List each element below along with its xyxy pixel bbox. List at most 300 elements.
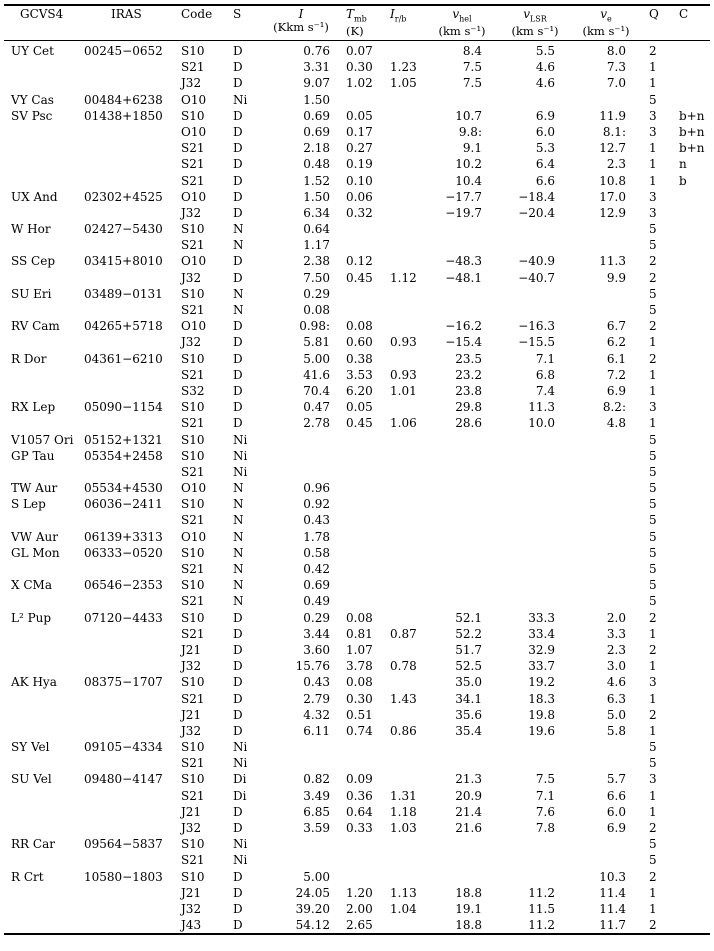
- quality-cell: 1: [649, 804, 657, 819]
- vlsr-cell: −15.5: [518, 335, 555, 350]
- tmb-cell: 3.78: [346, 659, 373, 674]
- header-star: GCVS4: [20, 7, 64, 21]
- header-vhel-subscript: hel: [459, 14, 472, 24]
- iras-cell: 09480−4147: [84, 772, 163, 787]
- code-cell: S10: [181, 222, 205, 237]
- tmb-cell: 0.19: [346, 157, 373, 172]
- intensity-cell: 5.00: [303, 869, 330, 884]
- table-row: [4, 237, 710, 253]
- quality-cell: 5: [649, 464, 657, 479]
- intensity-cell: 39.20: [295, 901, 330, 916]
- vlsr-cell: −40.7: [518, 270, 555, 285]
- comment-cell: b: [679, 173, 687, 188]
- ve-cell: 10.3: [599, 869, 626, 884]
- star-cell: S Lep: [11, 497, 46, 512]
- irb-cell: 0.87: [390, 626, 417, 641]
- ve-cell: 2.3: [606, 642, 626, 657]
- intensity-cell: 3.59: [303, 821, 330, 835]
- vhel-cell: 35.6: [455, 707, 482, 722]
- code-cell: J32: [181, 659, 202, 674]
- table-row: [4, 464, 710, 480]
- tmb-cell: 0.33: [346, 821, 373, 835]
- s-cell: D: [233, 626, 243, 641]
- code-cell: O10: [181, 254, 207, 269]
- s-cell: N: [233, 594, 244, 609]
- table-row: [4, 691, 710, 707]
- vhel-cell: 21.3: [455, 772, 482, 787]
- iras-cell: 01438+1850: [84, 108, 163, 123]
- code-cell: O10: [181, 529, 207, 544]
- table-row: [4, 658, 710, 674]
- code-cell: S21: [181, 173, 205, 188]
- header-i-unit: (Kkm s⁻¹): [273, 20, 329, 34]
- vhel-cell: 9.1: [462, 141, 482, 156]
- irb-cell: 0.86: [390, 723, 417, 738]
- quality-cell: 1: [649, 141, 657, 156]
- code-cell: O10: [181, 124, 207, 139]
- star-cell: SV Psc: [11, 108, 53, 123]
- quality-cell: 1: [649, 60, 657, 75]
- code-cell: S10: [181, 497, 205, 512]
- ve-cell: 6.0: [606, 804, 626, 819]
- s-cell: D: [233, 707, 243, 722]
- star-cell: V1057 Ori: [11, 432, 74, 447]
- code-cell: S10: [181, 545, 205, 560]
- star-cell: SU Eri: [11, 286, 52, 301]
- vhel-cell: 21.6: [455, 821, 482, 835]
- table-row: [4, 561, 710, 577]
- irb-cell: 1.13: [390, 885, 417, 900]
- table-row: [4, 108, 710, 124]
- ve-cell: 11.4: [599, 885, 626, 900]
- intensity-cell: 0.43: [303, 675, 330, 690]
- code-cell: S10: [181, 44, 205, 58]
- table-row: [4, 221, 710, 237]
- table-row: [4, 173, 710, 189]
- iras-cell: 02427−5430: [84, 222, 163, 237]
- quality-cell: 1: [649, 335, 657, 350]
- quality-cell: 5: [649, 513, 657, 528]
- table-row: [4, 156, 710, 172]
- vhel-cell: 20.9: [455, 788, 482, 803]
- quality-cell: 5: [649, 286, 657, 301]
- quality-cell: 5: [649, 238, 657, 253]
- vlsr-cell: 33.4: [528, 626, 555, 641]
- intensity-cell: 0.76: [303, 44, 330, 58]
- table-header: [4, 6, 710, 40]
- s-cell: D: [233, 254, 243, 269]
- code-cell: S10: [181, 286, 205, 301]
- intensity-cell: 0.96: [303, 481, 330, 496]
- s-cell: D: [233, 189, 243, 204]
- table-row: [4, 788, 710, 804]
- tmb-cell: 0.64: [346, 804, 373, 819]
- table-row: [4, 804, 710, 820]
- table-row: [4, 415, 710, 431]
- intensity-cell: 0.92: [303, 497, 330, 512]
- ve-cell: 7.3: [606, 60, 626, 75]
- header-ve: [575, 8, 637, 38]
- vlsr-cell: 33.3: [528, 610, 555, 625]
- code-cell: S21: [181, 464, 205, 479]
- ve-cell: 6.6: [606, 788, 626, 803]
- code-cell: O10: [181, 92, 207, 107]
- tmb-cell: 1.02: [346, 76, 373, 91]
- code-cell: O10: [181, 189, 207, 204]
- vlsr-cell: 6.4: [535, 157, 555, 172]
- s-cell: D: [233, 804, 243, 819]
- header-c: C: [679, 7, 689, 21]
- tmb-cell: 0.45: [346, 270, 373, 285]
- comment-cell: b+n: [679, 108, 705, 123]
- table-row: [4, 626, 710, 642]
- quality-cell: 2: [649, 707, 657, 722]
- intensity-cell: 0.42: [303, 562, 330, 576]
- irb-cell: 1.05: [390, 76, 417, 91]
- tmb-cell: 0.60: [346, 335, 373, 350]
- vhel-cell: −17.7: [445, 189, 482, 204]
- ve-cell: 2.0: [606, 610, 626, 625]
- header-vlsr-symbol: v: [523, 7, 530, 21]
- vhel-cell: 35.0: [455, 675, 482, 690]
- table-row: [4, 351, 710, 367]
- s-cell: D: [233, 124, 243, 139]
- header-irb: [390, 8, 406, 25]
- star-cell: SU Vel: [11, 772, 52, 787]
- code-cell: J21: [181, 885, 202, 900]
- table-row: [4, 448, 710, 464]
- table-row: [4, 917, 710, 933]
- quality-cell: 1: [649, 173, 657, 188]
- s-cell: Di: [233, 788, 247, 803]
- vlsr-cell: 5.5: [535, 44, 555, 58]
- table-row: [4, 610, 710, 626]
- intensity-cell: 5.00: [303, 351, 330, 366]
- irb-cell: 0.78: [390, 659, 417, 674]
- s-cell: D: [233, 821, 243, 835]
- irb-cell: 1.12: [390, 270, 417, 285]
- quality-cell: 5: [649, 222, 657, 237]
- header-tmb-symbol: T: [346, 7, 355, 21]
- code-cell: J32: [181, 76, 202, 91]
- star-cell: SS Cep: [11, 254, 56, 269]
- quality-cell: 2: [649, 351, 657, 366]
- intensity-cell: 41.6: [303, 367, 330, 382]
- intensity-cell: 24.05: [295, 885, 330, 900]
- ve-cell: 11.9: [599, 108, 626, 123]
- header-irb-subscript: r/b: [394, 14, 407, 24]
- s-cell: D: [233, 383, 243, 398]
- irb-cell: 1.01: [390, 383, 417, 398]
- table-row: [4, 707, 710, 723]
- s-cell: N: [233, 529, 244, 544]
- code-cell: J21: [181, 804, 202, 819]
- code-cell: J32: [181, 270, 202, 285]
- tmb-cell: 2.65: [346, 918, 373, 933]
- intensity-cell: 0.43: [303, 513, 330, 528]
- star-cell: R Dor: [11, 351, 47, 366]
- tmb-cell: 1.20: [346, 885, 373, 900]
- ve-cell: 17.0: [599, 189, 626, 204]
- quality-cell: 2: [649, 821, 657, 835]
- table-row: [4, 59, 710, 75]
- vhel-cell: −48.1: [445, 270, 482, 285]
- table-row: [4, 302, 710, 318]
- ve-cell: 4.6: [606, 675, 626, 690]
- vhel-cell: 28.6: [455, 416, 482, 431]
- vlsr-cell: 7.4: [535, 383, 555, 398]
- code-cell: S21: [181, 562, 205, 576]
- s-cell: D: [233, 108, 243, 123]
- intensity-cell: 0.69: [303, 108, 330, 123]
- quality-cell: 2: [649, 254, 657, 269]
- quality-cell: 5: [649, 432, 657, 447]
- vlsr-cell: 11.5: [528, 901, 555, 916]
- tmb-cell: 0.05: [346, 108, 373, 123]
- ve-cell: 6.9: [606, 821, 626, 835]
- code-cell: J21: [181, 642, 202, 657]
- iras-cell: 00245−0652: [84, 44, 163, 58]
- iras-cell: 06546−2353: [84, 578, 163, 593]
- star-cell: VY Cas: [11, 92, 54, 107]
- code-cell: J32: [181, 901, 202, 916]
- table-row: [4, 885, 710, 901]
- intensity-cell: 0.69: [303, 124, 330, 139]
- quality-cell: 3: [649, 400, 657, 415]
- s-cell: N: [233, 497, 244, 512]
- s-cell: N: [233, 545, 244, 560]
- intensity-cell: 2.18: [303, 141, 330, 156]
- iras-cell: 05534+4530: [84, 481, 163, 496]
- s-cell: N: [233, 238, 244, 253]
- quality-cell: 2: [649, 642, 657, 657]
- table-row: [4, 852, 710, 868]
- ve-cell: 11.4: [599, 901, 626, 916]
- vlsr-cell: −20.4: [518, 205, 555, 220]
- vlsr-cell: 11.2: [528, 885, 555, 900]
- s-cell: D: [233, 642, 243, 657]
- vhel-cell: 18.8: [455, 885, 482, 900]
- tmb-cell: 0.81: [346, 626, 373, 641]
- code-cell: O10: [181, 481, 207, 496]
- table-row: [4, 820, 710, 836]
- tmb-cell: 0.38: [346, 351, 373, 366]
- intensity-cell: 1.17: [303, 238, 330, 253]
- vlsr-cell: 7.1: [535, 351, 555, 366]
- intensity-cell: 5.81: [303, 335, 330, 350]
- quality-cell: 1: [649, 383, 657, 398]
- header-iras: IRAS: [111, 7, 142, 21]
- intensity-cell: 1.50: [303, 92, 330, 107]
- code-cell: S21: [181, 691, 205, 706]
- s-cell: N: [233, 578, 244, 593]
- star-cell: RV Cam: [11, 319, 60, 334]
- intensity-cell: 54.12: [295, 918, 330, 933]
- vhel-cell: 9.8:: [458, 124, 482, 139]
- ve-cell: 6.3: [606, 691, 626, 706]
- intensity-cell: 3.31: [303, 60, 330, 75]
- quality-cell: 1: [649, 157, 657, 172]
- code-cell: S21: [181, 626, 205, 641]
- code-cell: O10: [181, 319, 207, 334]
- code-cell: S10: [181, 772, 205, 787]
- ve-cell: 8.0: [606, 44, 626, 58]
- s-cell: Ni: [233, 740, 248, 755]
- table-row: [4, 739, 710, 755]
- ve-cell: 6.2: [606, 335, 626, 350]
- quality-cell: 5: [649, 303, 657, 317]
- irb-cell: 1.04: [390, 901, 417, 916]
- quality-cell: 5: [649, 497, 657, 512]
- ve-cell: 10.8: [599, 173, 626, 188]
- intensity-cell: 6.11: [303, 723, 330, 738]
- table-row: [4, 577, 710, 593]
- ve-cell: 7.0: [606, 76, 626, 91]
- tmb-cell: 3.53: [346, 367, 373, 382]
- vlsr-cell: 7.8: [535, 821, 555, 835]
- header-tmb: [346, 8, 380, 38]
- vlsr-cell: 4.6: [535, 76, 555, 91]
- code-cell: J21: [181, 707, 202, 722]
- table-row: [4, 334, 710, 350]
- code-cell: S32: [181, 383, 205, 398]
- quality-cell: 5: [649, 562, 657, 576]
- s-cell: D: [233, 157, 243, 172]
- ve-cell: 3.3: [606, 626, 626, 641]
- s-cell: D: [233, 270, 243, 285]
- vhel-cell: 35.4: [455, 723, 482, 738]
- tmb-cell: 6.20: [346, 383, 373, 398]
- vlsr-cell: 19.6: [528, 723, 555, 738]
- tmb-cell: 0.08: [346, 319, 373, 334]
- quality-cell: 5: [649, 92, 657, 107]
- ve-cell: 8.2:: [602, 400, 626, 415]
- tmb-cell: 0.07: [346, 44, 373, 58]
- table-row: [4, 43, 710, 59]
- table-row: [4, 92, 710, 108]
- code-cell: S21: [181, 853, 205, 868]
- vlsr-cell: 5.3: [535, 141, 555, 156]
- irb-cell: 1.43: [390, 691, 417, 706]
- iras-cell: 09564−5837: [84, 837, 163, 852]
- tmb-cell: 0.17: [346, 124, 373, 139]
- vlsr-cell: −16.3: [518, 319, 555, 334]
- code-cell: S10: [181, 578, 205, 593]
- intensity-cell: 2.79: [303, 691, 330, 706]
- s-cell: N: [233, 222, 244, 237]
- ve-cell: 6.9: [606, 383, 626, 398]
- intensity-cell: 6.85: [303, 804, 330, 819]
- star-cell: L² Pup: [11, 610, 52, 625]
- s-cell: D: [233, 901, 243, 916]
- quality-cell: 5: [649, 481, 657, 496]
- intensity-cell: 70.4: [303, 383, 330, 398]
- vlsr-cell: 19.2: [528, 675, 555, 690]
- s-cell: N: [233, 562, 244, 576]
- s-cell: D: [233, 351, 243, 366]
- iras-cell: 06036−2411: [84, 497, 163, 512]
- vlsr-cell: 7.1: [535, 788, 555, 803]
- code-cell: S21: [181, 367, 205, 382]
- intensity-cell: 4.32: [303, 707, 330, 722]
- quality-cell: 3: [649, 189, 657, 204]
- quality-cell: 5: [649, 853, 657, 868]
- table-row: [4, 901, 710, 917]
- intensity-cell: 6.34: [303, 205, 330, 220]
- ve-cell: 5.0: [606, 707, 626, 722]
- table-row: [4, 512, 710, 528]
- irb-cell: 1.18: [390, 804, 417, 819]
- tmb-cell: 0.08: [346, 675, 373, 690]
- quality-cell: 1: [649, 901, 657, 916]
- vhel-cell: 52.1: [455, 610, 482, 625]
- quality-cell: 3: [649, 108, 657, 123]
- quality-cell: 5: [649, 740, 657, 755]
- s-cell: Ni: [233, 432, 248, 447]
- ve-cell: 8.1:: [602, 124, 626, 139]
- quality-cell: 3: [649, 675, 657, 690]
- intensity-cell: 15.76: [295, 659, 330, 674]
- intensity-cell: 0.58: [303, 545, 330, 560]
- code-cell: S21: [181, 788, 205, 803]
- table-row: [4, 318, 710, 334]
- irb-cell: 0.93: [390, 367, 417, 382]
- s-cell: D: [233, 173, 243, 188]
- s-cell: D: [233, 918, 243, 933]
- quality-cell: 1: [649, 416, 657, 431]
- code-cell: S10: [181, 610, 205, 625]
- code-cell: J32: [181, 205, 202, 220]
- intensity-cell: 7.50: [303, 270, 330, 285]
- quality-cell: 2: [649, 270, 657, 285]
- iras-cell: 06333−0520: [84, 545, 163, 560]
- irb-cell: 1.06: [390, 416, 417, 431]
- table-row: [4, 593, 710, 609]
- irb-cell: 1.31: [390, 788, 417, 803]
- vlsr-cell: 6.6: [535, 173, 555, 188]
- quality-cell: 2: [649, 918, 657, 933]
- vhel-cell: 34.1: [455, 691, 482, 706]
- quality-cell: 1: [649, 659, 657, 674]
- tmb-cell: 0.06: [346, 189, 373, 204]
- iras-cell: 08375−1707: [84, 675, 163, 690]
- vlsr-cell: 11.2: [528, 918, 555, 933]
- s-cell: Ni: [233, 464, 248, 479]
- vlsr-cell: −18.4: [518, 189, 555, 204]
- intensity-cell: 0.64: [303, 222, 330, 237]
- table-row: [4, 75, 710, 91]
- s-cell: Di: [233, 772, 247, 787]
- iras-cell: 02302+4525: [84, 189, 163, 204]
- quality-cell: 3: [649, 205, 657, 220]
- vhel-cell: 52.5: [455, 659, 482, 674]
- intensity-cell: 2.78: [303, 416, 330, 431]
- star-cell: UY Cet: [11, 44, 54, 58]
- code-cell: S10: [181, 108, 205, 123]
- quality-cell: 5: [649, 594, 657, 609]
- quality-cell: 2: [649, 44, 657, 58]
- tmb-cell: 0.45: [346, 416, 373, 431]
- quality-cell: 5: [649, 448, 657, 463]
- code-cell: S21: [181, 157, 205, 172]
- data-table: [4, 4, 710, 935]
- quality-cell: 5: [649, 578, 657, 593]
- table-row: [4, 205, 710, 221]
- vlsr-cell: 32.9: [528, 642, 555, 657]
- iras-cell: 03415+8010: [84, 254, 163, 269]
- vhel-cell: 23.5: [455, 351, 482, 366]
- intensity-cell: 3.60: [303, 642, 330, 657]
